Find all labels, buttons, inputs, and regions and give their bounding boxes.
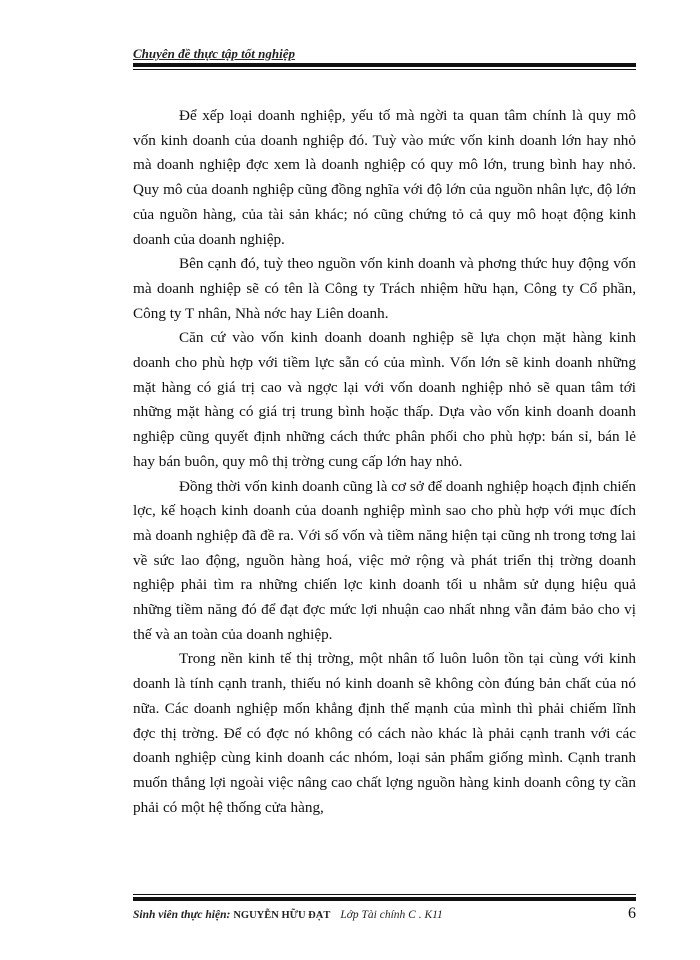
student-name: NGUYỄN HỮU ĐẠT: [233, 910, 331, 921]
paragraph-2: Bên cạnh đó, tuỳ theo nguồn vốn kinh doanh và phơng thức huy động vốn mà doanh nghiệp sẽ có tên là Công ty Trách nhiệm hữu hạn, Công ty Cổ phần, Công ty T nhân, Nhà nớc hay Liên doanh.: [133, 255, 636, 322]
page-number: 6: [628, 905, 636, 922]
header-title: Chuyên đề thực tập tốt nghiệp: [133, 46, 295, 61]
paragraph-5: Trong nền kinh tế thị trờng, một nhân tố luôn luôn tồn tại cùng với kinh doanh là tính cạnh tranh, thiếu nó kinh doanh sẽ không còn đúng bản chất của nó nữa. Các doanh nghiệp mốn khẳng định thế mạnh của mình thì phải chiếm lĩnh đợc thị trờng. Để có đợc nó không có cách nào khác là phải cạnh tranh với các doanh nghiệp cùng kinh doanh các nhóm, loại sản phẩm giống mình. Cạnh tranh muốn thắng lợi ngoài việc nâng cao chất lợng nguồn hàng kinh doanh công ty cần phải có một hệ thống cửa hàng,: [133, 650, 636, 816]
page-header: [133, 46, 636, 70]
footer-student-info: [133, 909, 443, 921]
footer-line: [133, 905, 636, 927]
header-rule: [133, 63, 636, 67]
document-body: [133, 104, 636, 820]
footer-rule-thin: [133, 894, 636, 895]
paragraph-1: Để xếp loại doanh nghiệp, yếu tố mà ngời ta quan tâm chính là quy mô vốn kinh doanh của doanh nghiệp đó. Tuỳ vào mức vốn kinh doanh lớn hay nhỏ mà doanh nghiệp đợc xem là doanh nghiệp có quy mô lớn, trung bình hay nhỏ. Quy mô của doanh nghiệp cũng đồng nghĩa với độ lớn của nguồn nhân lực, độ lớn của nguồn hàng, của tài sản khác; nó cũng chứng tỏ cả quy mô hoạt động kinh doanh của doanh nghiệp.: [133, 107, 636, 248]
paragraph-3: Căn cứ vào vốn kinh doanh doanh nghiệp sẽ lựa chọn mặt hàng kinh doanh cho phù hợp với tiềm lực sẵn có của mình. Vốn lớn sẽ kinh doanh những mặt hàng có giá trị cao và ngợc lại với vốn doanh nghiệp nhỏ sẽ quan tâm tới những mặt hàng có giá trị trung bình hoặc thấp. Dựa vào vốn kinh doanh doanh nghiệp cũng quyết định những cách thức phân phối cho phù hợp: bán sỉ, bán lẻ hay bán buôn, quy mô thị trờng cung cấp lớn hay nhỏ.: [133, 329, 636, 470]
header-rule-thin: [133, 69, 636, 70]
student-label: Sinh viên thực hiện:: [133, 909, 231, 921]
paragraph-4: Đồng thời vốn kinh doanh cũng là cơ sở để doanh nghiệp hoạch định chiến lợc, kế hoạch kinh doanh của doanh nghiệp mình sao cho phù hợp với mục đích mà doanh nghiệp đã đề ra. Với số vốn và tiềm năng hiện tại cũng nh trong tơng lai về sức lao động, nguồn hàng hoá, việc mở rộng và phát triển thị trờng doanh nghiệp phải tìm ra những chiến lợc kinh doanh tối u nhằm sử dụng hiệu quả những tiềm năng đó để đạt đợc mức lợi nhuận cao nhất nhng vẫn đảm bảo cho vị thế và an toàn của doanh nghiệp.: [133, 477, 636, 643]
class-label: Lớp Tài chính C . K11: [340, 909, 443, 921]
page-footer: [133, 894, 636, 927]
footer-rule: [133, 897, 636, 901]
